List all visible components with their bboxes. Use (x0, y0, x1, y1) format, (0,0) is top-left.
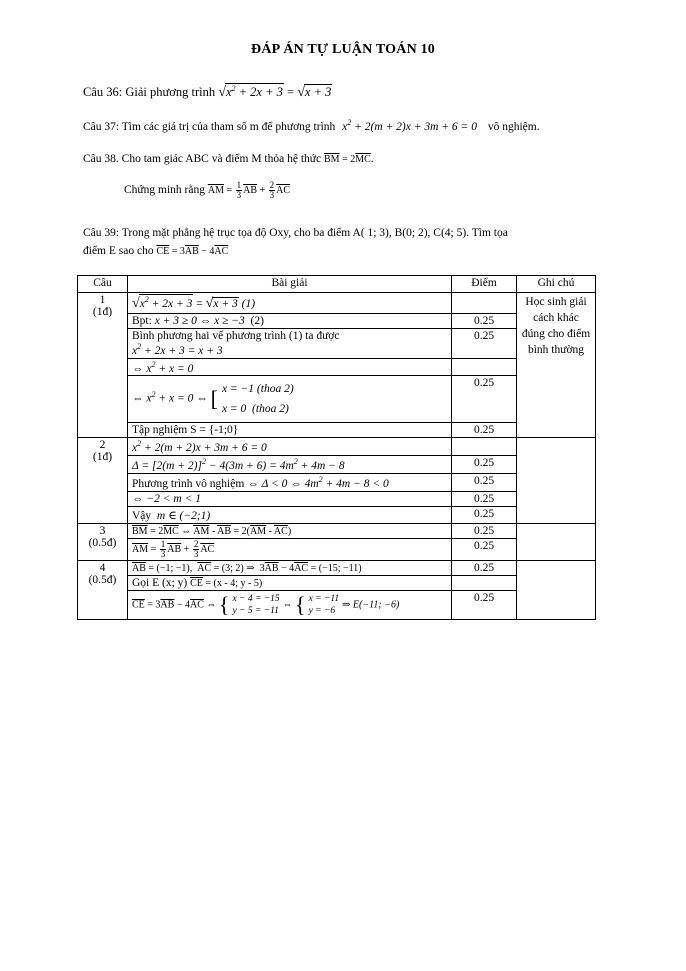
question-37-equation: $x^2 + 2(m + 2)x + 3m + 6 = 0$ (342, 118, 477, 133)
q4-step-point-score (452, 575, 517, 590)
table-row (78, 438, 596, 456)
question-38-line2: Chứng minh rằng (124, 184, 205, 197)
question-39-line1: Câu 39: Trong mặt phẳng hệ trục tọa độ Oxy, cho ba điểm A( 1; 3), B(0; 2), C(4; 5). Tìm tọa (83, 227, 508, 239)
q4-step-vectors: $\overline{AB} = (-1$; −1), $\overline{AC} = (3$; 2) ⇒ $3\overline{AB} - 4\overline{AC} = (-15$; −11) (128, 560, 452, 575)
q2-step-interval-score: 0.25 (452, 491, 517, 506)
note-cell-2 (517, 438, 596, 523)
q2-step-conclusion-score: 0.25 (452, 506, 517, 523)
q2-step-condition-score: 0.25 (452, 474, 517, 492)
header-ghi-chu: Ghi chú (517, 276, 596, 293)
q2-step-equation: $x^2 + 2(m + 2)x + 3m + 6 = 0$ (128, 438, 452, 456)
q1-step-solve: ⇔ $x^2 + x = 0$ ⇔ [ x = −1 (thoa 2) x = 0 (thoa 2) (128, 376, 452, 423)
cau-2-cell (78, 438, 128, 523)
cau-1-number: 1 (99, 294, 106, 306)
q1-bpt-label: Bpt: (132, 314, 152, 327)
q4-step-vectors-score: 0.25 (452, 560, 517, 575)
cau-4-cell (78, 560, 128, 619)
cau-2-number: 2 (99, 439, 106, 452)
q2-step-conclusion: Vậy m ∈ (−2;1) (128, 506, 452, 523)
q1-step-simplify: ⇔ $x^2 + x = 0$ (128, 358, 452, 376)
question-37-label: Câu 37: Tìm các giá trị của tham số m để phương trình (83, 120, 336, 133)
q2-step-condition: Phương trình vô nghiệm ⇔ Δ < 0 ⇔ $4m^2 + 4m - 8 < 0$ (128, 474, 452, 492)
question-36-equation: $√x^2 + 2x + 3 = √x + 3$ (218, 84, 332, 101)
q1-square-equation: $x^2 + 2x + 3 = x + 3$ (132, 341, 223, 357)
header-cau: Câu (78, 276, 128, 293)
q1-step-equation: $√x^2 + 2x + 3 = √x + 3$ (1) (128, 293, 452, 314)
page-title: ĐÁP ÁN TỰ LUẬN TOÁN 10 (251, 42, 435, 57)
q4-step-point: Gọi E (x; y) $\overline{CE} = (x - 4$; y - 5) (128, 575, 452, 590)
header-bai-giai: Bài giải (128, 276, 452, 293)
table-header-row (78, 276, 596, 293)
q2-novn-label: Phương trình vô nghiệm (132, 477, 245, 490)
question-37 (83, 118, 540, 133)
q4-goi-label: Gọi E (x; y) (132, 576, 188, 589)
q2-step-delta: $\Delta = [2(m + 2)]^2 - 4(3m + 6) = 4m^2 + 4m - 8$ (128, 456, 452, 474)
question-38-label: Câu 38. Cho tam giác ABC và điểm M thỏa hệ thức (83, 153, 322, 165)
note-cell-4 (517, 560, 596, 619)
q1-step-equation-score (452, 293, 517, 314)
q3-step-expand-score: 0.25 (452, 523, 517, 538)
question-39-relation: $\overline{CE} = 3\overline{AB} - 4\overline{AC}$ (156, 246, 229, 257)
table-row (78, 560, 596, 575)
q1-step-simplify-score (452, 358, 517, 376)
q2-step-equation-score (452, 438, 517, 456)
q1-step-solve-score: 0.25 (452, 376, 517, 423)
question-36-label: Câu 36: Giải phương trình (83, 85, 216, 100)
cau-3-number: 3 (99, 524, 106, 537)
question-38-claim: $\overline{AM}$ = $\frac{1}{3}$ $\overline{AB}$ + $\frac{2}{3}$ $\overline{AC}$ (207, 180, 291, 200)
note-cell-3 (517, 523, 596, 560)
cau-1-cell (78, 293, 128, 438)
question-38-prove (124, 181, 290, 200)
cau-4-number: 4 (99, 561, 106, 574)
q1-step-square-score: 0.25 (452, 328, 517, 358)
q1-thoa-1: thoa (260, 383, 282, 396)
q1-step-solution-set: Tập nghiệm S = {-1;0} (128, 423, 452, 438)
cau-4-points: (0.5đ) (88, 573, 117, 586)
q3-step-expand: $\overline{BM} = 2\overline{MC}$ ⇔ $\overline{AM} - \overline{AB} = 2(\overline{AM} - \overline{AC})$ (128, 523, 452, 538)
q1-step-solution-set-score: 0.25 (452, 423, 517, 438)
q2-step-interval: ⇔ −2 < m < 1 (128, 491, 452, 506)
question-37-tail: vô nghiệm. (487, 120, 540, 133)
cau-3-cell (78, 523, 128, 560)
q3-step-result-score: 0.25 (452, 538, 517, 560)
cau-2-points: (1đ) (92, 451, 113, 464)
cau-3-points: (0.5đ) (88, 536, 117, 549)
q1-square-text: Bình phương hai vế phương trình (1) ta được (132, 329, 340, 342)
cau-1-points: (1đ) (92, 306, 113, 318)
q2-vay-label: Vậy (132, 509, 152, 522)
table-row (78, 293, 596, 314)
q2-step-delta-score: 0.25 (452, 456, 517, 474)
q4-step-system-score: 0.25 (452, 590, 517, 619)
question-39-line2 (83, 245, 228, 257)
table-row (78, 523, 596, 538)
solution-table (77, 275, 596, 620)
q1-step-square (128, 328, 452, 358)
header-diem: Điểm (452, 276, 517, 293)
q3-step-result: $\overline{AM}$ = $\frac{1}{3}$ $\overline{AB}$ + $\frac{2}{3}$ $\overline{AC}$ (128, 538, 452, 560)
q1-step-bpt-score: 0.25 (452, 313, 517, 328)
question-38-relation: $\overline{BM} = 2\overline{MC}$. (324, 153, 374, 165)
q4-step-system: $\overline{CE} = 3\overline{AB} - 4\overline{AC}$ ⇔ { x − 4 = −15 y − 5 = −11 ⇔ { x = −11 y = −6 ⇒ E(−11; −6) (128, 590, 452, 619)
note-cell: Học sinh giải cách khác đúng cho điểm bình thường (517, 293, 596, 438)
q1-step-bpt: Bpt: x + 3 ≥ 0 ⇔ x ≥ −3 (2) (128, 313, 452, 328)
question-36 (83, 83, 332, 101)
question-39-label: điểm E sao cho (83, 245, 154, 257)
question-38 (83, 153, 374, 165)
q1-thoa-2: thoa (255, 403, 277, 416)
